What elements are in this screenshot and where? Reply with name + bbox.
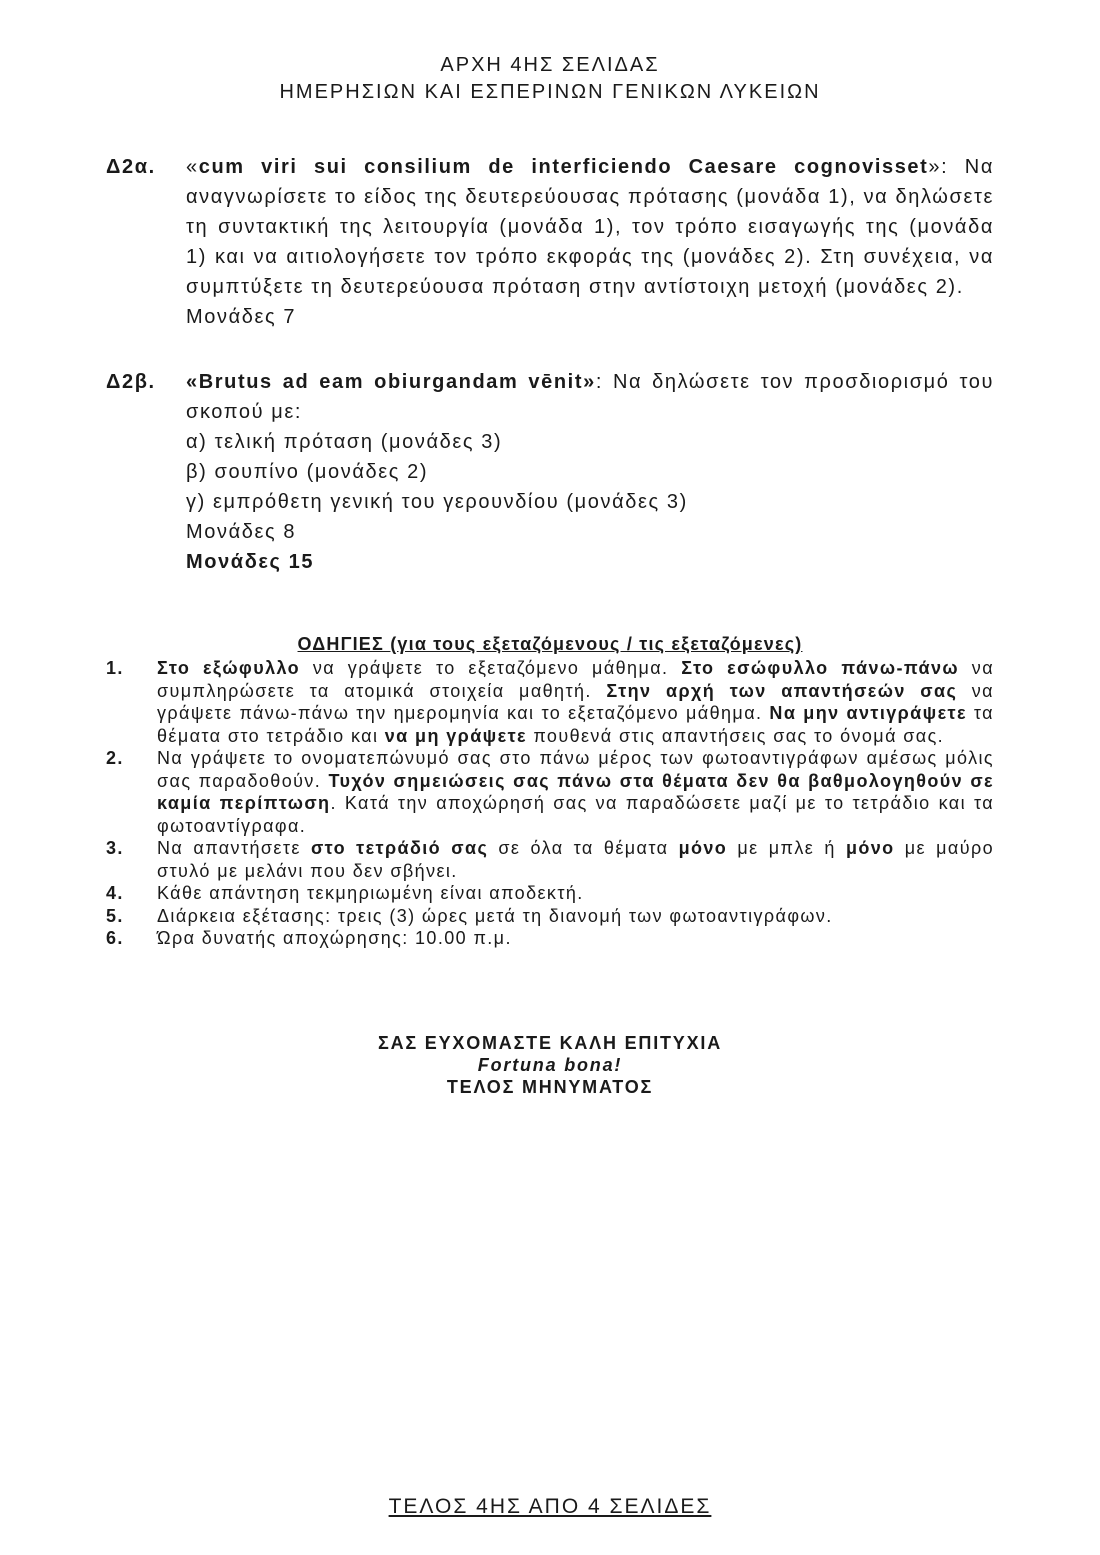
instruction-item-3 xyxy=(106,837,994,882)
emphasis: να μη γράψετε xyxy=(384,725,527,746)
text-span: πουθενά στις απαντήσεις σας το όνομά σας. xyxy=(526,725,945,746)
instruction-item-5 xyxy=(106,905,994,928)
question-d2a-instructions: Να αναγνωρίσετε το είδος της δευτερεύουσας πρότασης (μονάδα 1), να δηλώσετε τη συντακτική της λειτουργία (μονάδα 1), τον τρόπο εισαγωγής της (μονάδα 1) και να αιτιολογήσετε τον τρόπο εκφοράς της (μονάδες 2). Στη συνέχεια, να συμπτύξετε τη δευτερεύουσα πρόταση στην αντίστοιχη μετοχή (μονάδες 2). xyxy=(186,156,994,298)
instruction-text xyxy=(157,747,994,837)
emphasis: Να μην αντιγράψετε xyxy=(769,703,967,723)
text-span: να συμπληρώσετε τα ατομικά στοιχεία μαθητή. xyxy=(157,658,995,701)
question-d2a-text xyxy=(186,152,994,302)
question-d2b-label: Δ2β. xyxy=(106,371,156,393)
text-span: με μαύρο στυλό με μελάνι που δεν σβήνει. xyxy=(157,838,995,881)
sub-item-b: β) σουπίνο (μονάδες 2) xyxy=(186,461,429,483)
closing-wish: ΣΑΣ ΕΥΧΟΜΑΣΤΕ ΚΑΛΗ ΕΠΙΤΥΧΙΑ xyxy=(377,1033,723,1053)
sub-item-c: γ) εμπρόθετη γενική του γερουνδίου (μονάδες 3) xyxy=(186,491,688,513)
latin-phrase: cum viri sui consilium de interficiendo Caesare cognovisset xyxy=(198,156,929,178)
instruction-text xyxy=(157,657,994,747)
emphasis: Στην αρχή των απαντήσεών σας xyxy=(606,680,958,701)
text-span: να γράψετε πάνω-πάνω την ημερομηνία και το εξεταζόμενο μάθημα. xyxy=(157,680,994,723)
question-d2b xyxy=(106,367,994,577)
instruction-number: 6. xyxy=(106,928,124,948)
instructions-list xyxy=(106,657,994,950)
page-footer: ΤΕΛΟΣ 4ΗΣ ΑΠΟ 4 ΣΕΛΙΔΕΣ xyxy=(388,1495,712,1518)
latin-phrase: «Brutus ad eam obiurgandam vēnit» xyxy=(186,371,596,393)
instruction-item-6 xyxy=(106,927,994,950)
question-d2b-score: Μονάδες 8 xyxy=(186,521,297,543)
text-span: . Κατά την αποχώρησή σας να παραδώσετε μαζί με το τετράδιο και τα φωτοαντίγραφα. xyxy=(157,793,995,836)
instruction-item-4 xyxy=(106,882,994,905)
emphasis: Στο εσώφυλλο πάνω-πάνω xyxy=(681,658,960,678)
closing-latin: Fortuna bona! xyxy=(477,1055,623,1075)
emphasis: στο τετράδιό σας xyxy=(310,838,489,858)
total-score: Μονάδες 15 xyxy=(186,551,315,573)
header-school-type: ΗΜΕΡΗΣΙΩΝ ΚΑΙ ΕΣΠΕΡΙΝΩΝ ΓΕΝΙΚΩΝ ΛΥΚΕΙΩΝ xyxy=(279,81,821,103)
page-header xyxy=(0,52,1100,106)
text-span: Να απαντήσετε xyxy=(157,838,311,858)
text-span: με μπλε ή xyxy=(727,838,846,858)
question-d2a-score: Μονάδες 7 xyxy=(186,306,297,328)
emphasis: Τυχόν σημειώσεις σας πάνω στα θέματα δεν θα βαθμολογηθούν σε καμία περίπτωση xyxy=(157,770,994,813)
instruction-text: Κάθε απάντηση τεκμηριωμένη είναι αποδεκτή. xyxy=(157,883,584,903)
instruction-number: 1. xyxy=(106,658,124,678)
instruction-text xyxy=(157,837,994,882)
emphasis: μόνο xyxy=(845,838,895,858)
header-page-marker: ΑΡΧΗ 4ΗΣ ΣΕΛΙΔΑΣ xyxy=(440,54,660,76)
instruction-text: Διάρκεια εξέτασης: τρεις (3) ώρες μετά τη διανομή των φωτοαντιγράφων. xyxy=(157,905,833,926)
text-span: Να γράψετε το ονοματεπώνυμό σας στο πάνω μέρος των φωτοαντιγράφων αμέσως μόλις σας παραδοθούν. xyxy=(157,748,994,791)
quote-open: « xyxy=(186,156,199,178)
instructions-title: ΟΔΗΓΙΕΣ (για τους εξεταζόμενους / τις εξεταζόμενες) xyxy=(297,634,803,654)
closing-message xyxy=(0,1032,1100,1098)
quote-close: »: xyxy=(928,156,949,178)
instruction-number: 5. xyxy=(106,905,124,926)
instruction-number: 2. xyxy=(106,748,124,768)
text-span: να γράψετε το εξεταζόμενο μάθημα. xyxy=(300,658,682,678)
text-span: τα θέματα στο τετράδιο και xyxy=(157,703,994,746)
question-d2a xyxy=(106,152,994,332)
instruction-item-1 xyxy=(106,657,994,747)
instruction-number: 3. xyxy=(106,838,124,858)
question-d2b-text xyxy=(186,367,994,427)
instruction-text: Ώρα δυνατής αποχώρησης: 10.00 π.μ. xyxy=(157,928,512,948)
sub-item-a: α) τελική πρόταση (μονάδες 3) xyxy=(186,431,503,453)
emphasis: μόνο xyxy=(678,838,728,858)
instruction-number: 4. xyxy=(106,883,124,903)
emphasis: Στο εξώφυλλο xyxy=(157,658,301,678)
closing-end: ΤΕΛΟΣ ΜΗΝΥΜΑΤΟΣ xyxy=(446,1077,654,1097)
question-d2b-instructions: : Να δηλώσετε τον προσδιορισμό του σκοπού με: xyxy=(186,371,994,423)
text-span: σε όλα τα θέματα xyxy=(488,838,679,858)
instruction-item-2 xyxy=(106,747,994,837)
question-d2a-label: Δ2α. xyxy=(106,156,156,178)
